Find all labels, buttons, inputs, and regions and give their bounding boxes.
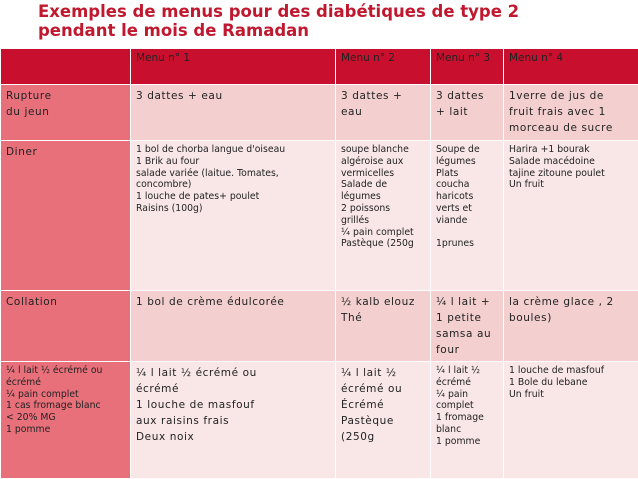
table-row-collation — [1, 291, 638, 362]
cell-collation-menu-4: la crème glace , 2 boules) — [504, 291, 638, 362]
menu-table — [0, 48, 638, 479]
page-title — [38, 2, 598, 40]
table-header-row — [1, 49, 638, 85]
cell-rupture-menu-4: 1verre de jus de fruit frais avec 1 morceau de sucre — [504, 85, 638, 141]
header-menu-4: Menu n° 4 — [504, 49, 638, 85]
cell-soir-menu-2: ¼ l lait ½ écrémé ou Écrémé Pastèque (250g — [336, 362, 431, 479]
title-line-2: pendant le mois de Ramadan — [38, 21, 310, 40]
cell-soir-menu-4: 1 louche de masfouf 1 Bole du lebane Un fruit — [504, 362, 638, 479]
cell-rupture-menu-3: 3 dattes + lait — [431, 85, 504, 141]
cell-collation-menu-1: 1 bol de crème édulcorée — [131, 291, 336, 362]
header-menu-3: Menu n° 3 — [431, 49, 504, 85]
cell-diner-menu-1: 1 bol de chorba langue d'oiseau 1 Brik au four salade variée (laitue. Tomates, concombre) 1 louche de pates+ poulet Raisins (100g) — [131, 141, 336, 291]
header-menu-2: Menu n° 2 — [336, 49, 431, 85]
cell-rupture-menu-1: 3 dattes + eau — [131, 85, 336, 141]
cell-collation-menu-3: ¼ l lait + 1 petite samsa au four — [431, 291, 504, 362]
cell-collation-menu-2: ½ kalb elouz Thé — [336, 291, 431, 362]
cell-soir-menu-1: ¼ l lait ½ écrémé ou écrémé 1 louche de masfouf aux raisins frais Deux noix — [131, 362, 336, 479]
cell-diner-menu-2: soupe blanche algéroise aux vermicelles Salade de légumes 2 poissons grillés ¼ pain complet Pastèque (250g — [336, 141, 431, 291]
row-label-collation: Collation — [1, 291, 131, 362]
row-label-rupture: Rupture du jeun — [1, 85, 131, 141]
table-row-soir — [1, 362, 638, 479]
row-label-soir: ¼ l lait ½ écrémé ou écrémé ¼ pain complet 1 cas fromage blanc < 20% MG 1 pomme — [1, 362, 131, 479]
cell-diner-menu-3: Soupe de légumes Plats coucha haricots verts et viande 1prunes — [431, 141, 504, 291]
cell-diner-menu-4: Harira +1 bourak Salade macédoine tajine zitoune poulet Un fruit — [504, 141, 638, 291]
header-corner — [1, 49, 131, 85]
table-row-diner — [1, 141, 638, 291]
title-line-1: Exemples de menus pour des diabétiques de type 2 — [38, 2, 520, 21]
header-menu-1: Menu n° 1 — [131, 49, 336, 85]
cell-soir-menu-3: ¼ l lait ½ écrémé ¼ pain complet 1 fromage blanc 1 pomme — [431, 362, 504, 479]
cell-rupture-menu-2: 3 dattes + eau — [336, 85, 431, 141]
table-row-rupture — [1, 85, 638, 141]
row-label-diner: Diner — [1, 141, 131, 291]
